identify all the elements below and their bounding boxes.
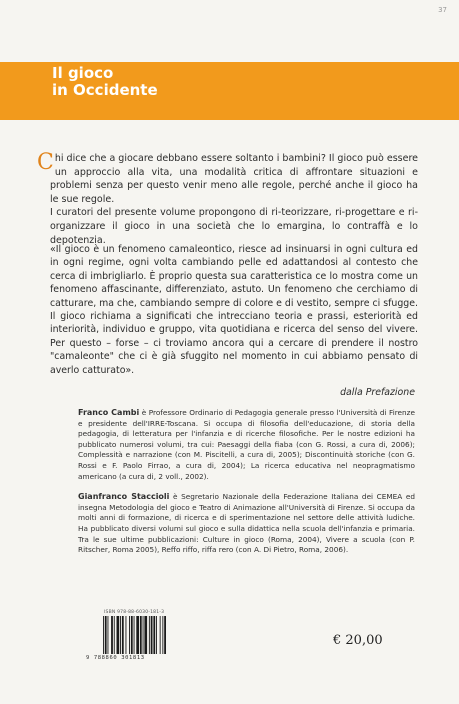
author-bio-text: è Professore Ordinario di Pedagogia generale presso l'Università di Firenze e presidente dell'IRRE-Toscana. Si occupa di filosofia dell'educazione, di storia della pedagogia, di letteratura per l'infanzia e di ricerche filosofiche. Per le nostre edizioni ha pubblicato numerosi volumi, tra cui: Paesaggi della fiaba (con G. Rossi, a cura di, 2006); Complessità e narrazione (con M. Piscitelli, a cura di, 2005); Discontinuità storiche (con G. Rossi e F. Paolo Firrao, a cura di, 2004); La ricerca educativa nel neopragmatismo americano (a cura di, 2 voll., 2002). — [78, 408, 415, 481]
author-name: Gianfranco Staccioli — [78, 492, 170, 502]
intro-text — [37, 150, 418, 247]
barcode-bar — [151, 616, 153, 654]
intro-paragraph-2: I curatori del presente volume propongono di ri-teorizzare, ri-progettare e ri-organizzare il gioco in una società che lo emargina, lo contraffà e lo depotenzia. — [50, 207, 418, 246]
barcode-bar — [134, 616, 135, 654]
barcode-bar — [136, 616, 139, 654]
author-bio-text: è Segretario Nazionale della Federazione Italiana dei CEMEA ed insegna Metodologia del gioco e Teatro di Animazione all'Università di Firenze. Si occupa da molti anni di formazione, di ricerca e di sperimentazione nel settore delle attività ludiche. Ha pubblicato diversi volumi sul gioco e sulla didattica nella scuola dell'infanzia e primaria. Tra le sue ultime pubblicazioni: Culture in gioco (Roma, 2004), Vivere a scuola (con P. Ritscher, Roma 2005), Reffo riffo, riffa rero (con A. Di Pietro, Roma, 2006). — [78, 492, 416, 555]
barcode-bar — [129, 616, 130, 654]
corner-mark: 37 — [438, 6, 447, 14]
barcode-bar — [131, 616, 133, 654]
barcode — [102, 616, 187, 654]
barcode-bar — [108, 616, 109, 654]
bio-gianfranco-staccioli — [78, 492, 415, 556]
author-name: Franco Cambi — [78, 408, 140, 417]
bio-franco-cambi — [78, 408, 415, 482]
quote-block — [50, 243, 418, 377]
barcode-bar — [117, 616, 120, 654]
barcode-bar — [160, 616, 161, 654]
barcode-bar — [143, 616, 144, 654]
barcode-bar — [114, 616, 115, 654]
barcode-bar — [153, 616, 155, 654]
barcode-bar — [156, 616, 157, 654]
barcode-bar — [122, 616, 124, 654]
barcode-bar — [162, 616, 163, 654]
barcode-bar — [126, 616, 127, 654]
barcode-bar — [164, 616, 166, 654]
barcode-bar — [149, 616, 150, 654]
barcode-bar — [105, 616, 107, 654]
barcode-bar — [144, 616, 147, 654]
barcode-bar — [103, 616, 104, 654]
barcode-digits: 9 788860 301813 — [86, 655, 145, 661]
title-banner — [0, 62, 459, 120]
title-line-1: Il gioco — [52, 64, 114, 82]
barcode-bar — [111, 616, 113, 654]
quote-source: dalla Prefazione — [340, 387, 415, 398]
drop-cap: C — [37, 150, 54, 175]
intro-paragraph-1-text: hi dice che a giocare debbano essere soltanto i bambini? Il gioco può essere un approccio alla vita, una modalità critica di affrontare situazioni e problemi senza per questo venir meno alle regole, perché anche il gioco ha le sue regole. — [50, 153, 418, 205]
barcode-bar — [140, 616, 142, 654]
price: € 20,00 — [333, 633, 383, 648]
isbn-label: ISBN 978-88-6030-181-3 — [104, 610, 165, 615]
intro-paragraph-1 — [37, 150, 418, 206]
author-bios — [78, 408, 415, 566]
book-title — [52, 65, 158, 99]
quote-text: «Il gioco è un fenomeno camaleontico, riesce ad insinuarsi in ogni cultura ed in ogni regime, ogni volta cambiando pelle ed adattandosi al contesto che cerca di imbrigliarlo. È proprio questa sua caratteristica ce lo mostra come un fenomeno affascinante, differenziato, astuto. Un fenomeno che cerchiamo di catturare, ma che, cambiando sempre di colore e di vestito, sempre ci sfugge. Il gioco richiama a significati che intrecciano teoria e prassi, esteriorità ed interiorità, individuo e gruppo, vita quotidiana e ricerca del senso del vivere. Per questo – forse – ci troviamo ancora qui a cercare di prendere il nostro "camaleonte" che ci è già sfuggito nel momento in cui abbiamo pensato di averlo catturato». — [50, 244, 418, 376]
title-line-2: in Occidente — [52, 81, 158, 99]
barcode-bar — [120, 616, 121, 654]
